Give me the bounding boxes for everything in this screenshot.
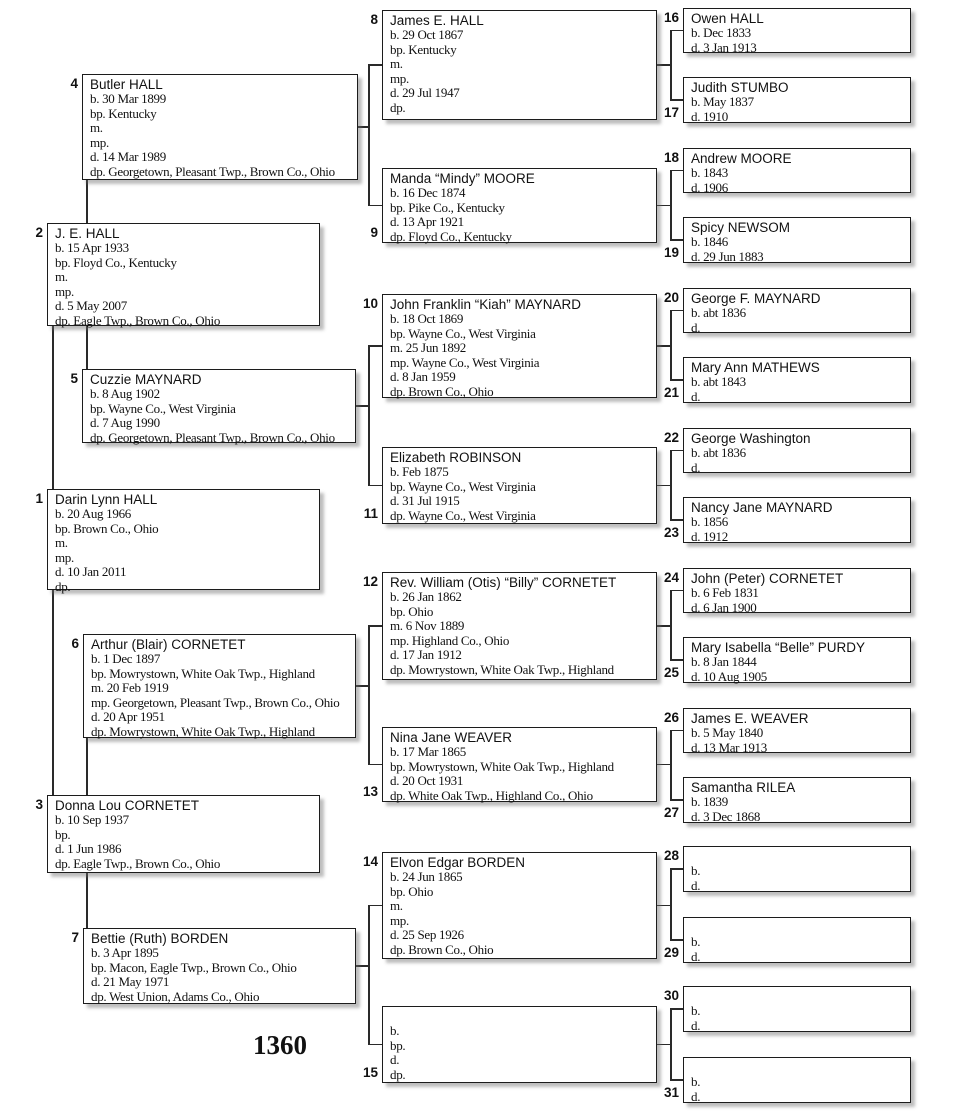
chart-number: 1360 bbox=[253, 1030, 307, 1060]
person-detail: mp. bbox=[55, 283, 74, 299]
person-name bbox=[691, 1060, 907, 1075]
connector-line bbox=[86, 738, 88, 795]
connector-line bbox=[670, 30, 683, 32]
connector-line bbox=[670, 1008, 683, 1010]
person-detail: d. 31 Jul 1915 bbox=[390, 493, 460, 508]
person-number: 26 bbox=[663, 710, 679, 725]
person-detail: dp. Brown Co., Ohio bbox=[390, 941, 494, 957]
connector-line bbox=[657, 64, 670, 66]
person-detail: d. 10 Aug 1905 bbox=[691, 668, 767, 684]
person-detail: dp. Mowrystown, White Oak Twp., Highland bbox=[91, 723, 315, 739]
person-number: 31 bbox=[663, 1085, 679, 1100]
person-detail: b. 8 Aug 1902 bbox=[90, 386, 160, 401]
person-box-8 bbox=[370, 10, 657, 120]
person-name: Nina Jane WEAVER bbox=[390, 730, 513, 745]
person-name bbox=[390, 1009, 653, 1024]
person-number: 18 bbox=[663, 150, 679, 165]
person-number: 22 bbox=[663, 430, 679, 445]
person-detail: b. abt 1836 bbox=[691, 305, 746, 320]
person-detail: d. 6 Jan 1900 bbox=[691, 599, 757, 615]
person-box-4 bbox=[70, 74, 358, 180]
person-detail: dp. Floyd Co., Kentucky bbox=[390, 228, 512, 244]
person-name: Judith STUMBO bbox=[691, 80, 789, 95]
person-detail: b. 16 Dec 1874 bbox=[390, 185, 466, 200]
connector-line bbox=[657, 485, 670, 487]
person-detail: b. 1 Dec 1897 bbox=[91, 651, 161, 666]
person-number: 14 bbox=[362, 854, 378, 869]
connector-line bbox=[356, 965, 368, 967]
connector-line bbox=[368, 205, 382, 207]
person-number: 13 bbox=[362, 784, 378, 799]
person-box-19 bbox=[663, 217, 911, 264]
person-detail: bp. Ohio bbox=[390, 603, 434, 619]
person-detail: b. bbox=[390, 1023, 400, 1038]
person-name bbox=[691, 989, 907, 1004]
person-detail: bp. bbox=[390, 1037, 406, 1053]
person-box-15 bbox=[362, 1006, 657, 1083]
person-name: Rev. William (Otis) “Billy” CORNETET bbox=[390, 575, 617, 590]
person-detail: m. 6 Nov 1889 bbox=[390, 618, 465, 633]
person-box-27 bbox=[663, 777, 911, 824]
connector-line bbox=[670, 519, 683, 521]
person-number: 6 bbox=[71, 636, 79, 651]
connector-line bbox=[670, 730, 672, 800]
person-name: George F. MAYNARD bbox=[691, 291, 821, 306]
person-detail: d. 13 Apr 1921 bbox=[390, 214, 464, 229]
person-detail: d. 29 Jul 1947 bbox=[390, 85, 460, 100]
person-detail: bp. Wayne Co., West Virginia bbox=[90, 400, 236, 416]
person-detail: mp. bbox=[90, 134, 109, 150]
person-number: 27 bbox=[663, 805, 679, 820]
person-detail: d. 17 Jan 1912 bbox=[390, 647, 462, 662]
person-box-17 bbox=[663, 77, 911, 124]
person-detail: b. bbox=[691, 863, 701, 878]
person-detail: dp. White Oak Twp., Highland Co., Ohio bbox=[390, 787, 593, 803]
connector-line bbox=[368, 485, 382, 487]
person-detail: b. 26 Jan 1862 bbox=[390, 589, 462, 604]
person-detail: bp. Pike Co., Kentucky bbox=[390, 199, 505, 215]
connector-line bbox=[358, 126, 368, 128]
connector-line bbox=[670, 730, 683, 732]
connector-line bbox=[670, 659, 683, 661]
person-number: 4 bbox=[70, 76, 78, 91]
person-name: Nancy Jane MAYNARD bbox=[691, 500, 833, 515]
person-number: 29 bbox=[663, 945, 679, 960]
connector-line bbox=[670, 99, 683, 101]
person-detail: mp. bbox=[390, 70, 409, 86]
person-detail: bp. bbox=[55, 826, 71, 842]
person-detail: d. 29 Jun 1883 bbox=[691, 248, 764, 264]
person-name: Butler HALL bbox=[90, 77, 163, 92]
person-number: 15 bbox=[362, 1065, 378, 1080]
connector-line bbox=[670, 939, 683, 941]
person-detail: b. abt 1836 bbox=[691, 445, 746, 460]
person-detail: b. 24 Jun 1865 bbox=[390, 869, 463, 884]
person-box-2 bbox=[35, 223, 320, 328]
person-detail: bp. Mowrystown, White Oak Twp., Highland bbox=[91, 665, 315, 681]
person-detail: b. 1846 bbox=[691, 234, 728, 249]
person-detail: d. bbox=[691, 388, 701, 404]
person-detail: m. bbox=[390, 898, 403, 913]
person-detail: bp. Mowrystown, White Oak Twp., Highland bbox=[390, 758, 614, 774]
connector-line bbox=[356, 405, 368, 407]
connector-line bbox=[670, 868, 672, 939]
connector-line bbox=[670, 310, 683, 312]
person-number: 21 bbox=[663, 385, 679, 400]
person-box-31 bbox=[663, 1057, 911, 1104]
person-detail: d. bbox=[691, 877, 701, 893]
person-number: 8 bbox=[370, 12, 378, 27]
person-detail: b. abt 1843 bbox=[691, 374, 746, 389]
person-detail: d. 3 Dec 1868 bbox=[691, 808, 761, 824]
person-detail: d. 14 Mar 1989 bbox=[90, 149, 166, 164]
person-detail: b. 17 Mar 1865 bbox=[390, 744, 466, 759]
person-box-20 bbox=[663, 288, 911, 335]
person-name: Mary Isabella “Belle” PURDY bbox=[691, 640, 866, 655]
person-detail: b. bbox=[691, 934, 701, 949]
person-detail: bp. Kentucky bbox=[390, 41, 457, 57]
connector-line bbox=[368, 905, 370, 1044]
connector-line bbox=[670, 450, 683, 452]
person-number: 20 bbox=[663, 290, 679, 305]
person-detail: d. 25 Sep 1926 bbox=[390, 927, 464, 942]
person-box-7 bbox=[71, 928, 356, 1004]
person-name: Owen HALL bbox=[691, 11, 764, 26]
person-detail: d. 8 Jan 1959 bbox=[390, 369, 456, 384]
person-detail: dp. Brown Co., Ohio bbox=[390, 383, 494, 399]
person-detail: b. bbox=[691, 1003, 701, 1018]
person-detail: d. 3 Jan 1913 bbox=[691, 39, 757, 55]
connector-line bbox=[670, 1008, 672, 1079]
person-detail: b. Dec 1833 bbox=[691, 25, 751, 40]
connector-line bbox=[670, 239, 683, 241]
person-detail: b. Feb 1875 bbox=[390, 464, 449, 479]
connector-line bbox=[670, 170, 672, 240]
connector-line bbox=[657, 764, 670, 766]
person-name: Elizabeth ROBINSON bbox=[390, 450, 522, 465]
connector-line bbox=[368, 764, 382, 766]
connector-line bbox=[670, 590, 683, 592]
person-name: George Washington bbox=[691, 431, 811, 446]
person-box-16 bbox=[663, 8, 911, 55]
person-detail: d. 5 May 2007 bbox=[55, 298, 127, 313]
person-number: 17 bbox=[663, 105, 679, 120]
person-number: 19 bbox=[663, 245, 679, 260]
person-box-23 bbox=[663, 497, 911, 544]
connector-line bbox=[368, 64, 370, 205]
person-box-5 bbox=[70, 369, 356, 445]
connector-line bbox=[657, 905, 670, 907]
person-detail: d. 1910 bbox=[691, 108, 728, 124]
person-number: 1 bbox=[35, 491, 43, 506]
person-number: 24 bbox=[663, 570, 679, 585]
person-box-30 bbox=[663, 986, 911, 1033]
connector-line bbox=[670, 450, 672, 520]
person-detail: bp. Wayne Co., West Virginia bbox=[390, 478, 536, 494]
person-detail: m. 25 Jun 1892 bbox=[390, 340, 466, 355]
person-detail: d. bbox=[691, 948, 701, 964]
person-detail: dp. Georgetown, Pleasant Twp., Brown Co., Ohio bbox=[90, 429, 335, 445]
person-detail: mp. Georgetown, Pleasant Twp., Brown Co., Ohio bbox=[91, 694, 340, 710]
person-detail: bp. Kentucky bbox=[90, 105, 157, 121]
person-number: 10 bbox=[362, 296, 378, 311]
connector-line bbox=[657, 205, 670, 207]
person-detail: bp. Floyd Co., Kentucky bbox=[55, 254, 177, 270]
person-name: Andrew MOORE bbox=[691, 151, 792, 166]
person-detail: b. 29 Oct 1867 bbox=[390, 27, 464, 42]
person-box-21 bbox=[663, 357, 911, 404]
person-detail: b. 18 Oct 1869 bbox=[390, 311, 464, 326]
person-detail: mp. bbox=[390, 912, 409, 928]
person-detail: bp. Brown Co., Ohio bbox=[55, 520, 159, 536]
person-name: Spicy NEWSOM bbox=[691, 220, 791, 235]
person-name bbox=[691, 920, 907, 935]
person-detail: dp. Eagle Twp., Brown Co., Ohio bbox=[55, 312, 221, 328]
person-name: John Franklin “Kiah” MAYNARD bbox=[390, 297, 582, 312]
person-number: 7 bbox=[71, 930, 79, 945]
person-detail: bp. Ohio bbox=[390, 883, 434, 899]
person-detail: mp. Highland Co., Ohio bbox=[390, 632, 510, 648]
person-box-14 bbox=[362, 852, 657, 959]
person-box-29 bbox=[663, 917, 911, 964]
person-number: 11 bbox=[363, 506, 378, 521]
person-number: 28 bbox=[663, 848, 679, 863]
person-box-24 bbox=[663, 568, 911, 615]
person-name: J. E. HALL bbox=[55, 226, 120, 241]
person-detail: b. 3 Apr 1895 bbox=[91, 945, 159, 960]
connector-line bbox=[657, 1044, 670, 1046]
person-detail: b. bbox=[691, 1074, 701, 1089]
person-detail: d. 7 Aug 1990 bbox=[90, 415, 160, 430]
person-detail: b. 6 Feb 1831 bbox=[691, 585, 759, 600]
person-box-12 bbox=[362, 572, 657, 680]
person-number: 3 bbox=[35, 797, 43, 812]
connector-line bbox=[670, 310, 672, 380]
person-name: Samantha RILEA bbox=[691, 780, 796, 795]
person-detail: dp. West Union, Adams Co., Ohio bbox=[91, 988, 260, 1004]
connector-line bbox=[86, 873, 88, 928]
person-detail: m. 20 Feb 1919 bbox=[91, 680, 169, 695]
person-detail: b. 8 Jan 1844 bbox=[691, 654, 757, 669]
person-number: 30 bbox=[663, 988, 679, 1003]
person-name: John (Peter) CORNETET bbox=[691, 571, 844, 586]
person-number: 9 bbox=[370, 225, 378, 240]
person-name: Donna Lou CORNETET bbox=[55, 798, 200, 813]
connector-line bbox=[670, 170, 683, 172]
person-detail: b. 20 Aug 1966 bbox=[55, 506, 131, 521]
person-name: Mary Ann MATHEWS bbox=[691, 360, 820, 375]
person-name: James E. WEAVER bbox=[691, 711, 809, 726]
connector-line bbox=[670, 30, 672, 100]
person-number: 25 bbox=[663, 665, 679, 680]
person-detail: bp. Macon, Eagle Twp., Brown Co., Ohio bbox=[91, 959, 297, 975]
person-detail: b. 1856 bbox=[691, 514, 728, 529]
person-name: Bettie (Ruth) BORDEN bbox=[91, 931, 229, 946]
person-detail: d. 20 Oct 1931 bbox=[390, 773, 464, 788]
person-detail: d. bbox=[390, 1052, 400, 1067]
connector-line bbox=[368, 625, 382, 627]
person-name: Arthur (Blair) CORNETET bbox=[91, 637, 246, 652]
person-detail: m. bbox=[55, 535, 68, 550]
person-detail: dp. bbox=[55, 578, 71, 594]
person-detail: d. 10 Jan 2011 bbox=[55, 564, 127, 579]
person-number: 5 bbox=[70, 371, 78, 386]
connector-line bbox=[356, 685, 368, 687]
connector-line bbox=[368, 1044, 382, 1046]
connector-line bbox=[670, 379, 683, 381]
person-detail: mp. bbox=[55, 549, 74, 565]
person-detail: dp. Eagle Twp., Brown Co., Ohio bbox=[55, 855, 221, 871]
person-detail: b. 30 Mar 1899 bbox=[90, 91, 166, 106]
person-detail: d. bbox=[691, 319, 701, 335]
person-detail: b. 5 May 1840 bbox=[691, 725, 763, 740]
person-name: Manda “Mindy” MOORE bbox=[390, 171, 535, 186]
person-name bbox=[691, 849, 907, 864]
person-box-26 bbox=[663, 708, 911, 755]
person-detail: dp. bbox=[390, 1066, 406, 1082]
person-box-22 bbox=[663, 428, 911, 475]
person-detail: m. bbox=[390, 56, 403, 71]
person-detail: d. 1906 bbox=[691, 179, 728, 195]
person-box-25 bbox=[663, 637, 911, 684]
connector-line bbox=[52, 326, 54, 489]
connector-line bbox=[368, 345, 370, 485]
person-detail: m. bbox=[90, 120, 103, 135]
person-number: 2 bbox=[35, 225, 43, 240]
person-box-11 bbox=[363, 447, 657, 524]
person-box-28 bbox=[663, 846, 911, 893]
person-detail: m. bbox=[55, 269, 68, 284]
person-detail: dp. bbox=[390, 99, 406, 115]
connector-line bbox=[368, 64, 382, 66]
connector-line bbox=[368, 345, 382, 347]
person-number: 12 bbox=[362, 574, 378, 589]
person-box-10 bbox=[362, 294, 657, 399]
person-name: James E. HALL bbox=[390, 13, 484, 28]
person-box-13 bbox=[362, 727, 657, 803]
person-detail: d. bbox=[691, 1017, 701, 1033]
person-detail: d. 21 May 1971 bbox=[91, 974, 170, 989]
person-detail: b. 10 Sep 1937 bbox=[55, 812, 129, 827]
person-box-6 bbox=[71, 634, 356, 739]
person-box-9 bbox=[370, 168, 657, 244]
connector-line bbox=[86, 326, 88, 369]
person-detail: d. bbox=[691, 1088, 701, 1104]
person-box-3 bbox=[35, 795, 320, 873]
person-name: Elvon Edgar BORDEN bbox=[390, 855, 526, 870]
connector-line bbox=[52, 590, 54, 795]
person-number: 23 bbox=[663, 525, 679, 540]
person-detail: b. May 1837 bbox=[691, 94, 754, 109]
person-detail: d. 20 Apr 1951 bbox=[91, 709, 165, 724]
person-detail: d. 13 Mar 1913 bbox=[691, 739, 767, 755]
person-name: Cuzzie MAYNARD bbox=[90, 372, 202, 387]
connector-line bbox=[368, 625, 370, 764]
person-detail: dp. Mowrystown, White Oak Twp., Highland bbox=[390, 661, 614, 677]
connector-line bbox=[670, 1079, 683, 1081]
connector-line bbox=[368, 905, 382, 907]
connector-line bbox=[657, 345, 670, 347]
person-detail: bp. Wayne Co., West Virginia bbox=[390, 325, 536, 341]
person-name: Darin Lynn HALL bbox=[55, 492, 158, 507]
person-detail: d. bbox=[691, 459, 701, 475]
person-detail: d. 1912 bbox=[691, 528, 728, 544]
connector-line bbox=[657, 625, 670, 627]
person-detail: dp. Wayne Co., West Virginia bbox=[390, 507, 536, 523]
person-number: 16 bbox=[663, 10, 679, 25]
connector-line bbox=[670, 590, 672, 660]
person-detail: d. 1 Jun 1986 bbox=[55, 841, 122, 856]
person-detail: mp. Wayne Co., West Virginia bbox=[390, 354, 540, 370]
connector-line bbox=[670, 799, 683, 801]
person-detail: dp. Georgetown, Pleasant Twp., Brown Co., Ohio bbox=[90, 163, 335, 179]
person-detail: b. 1843 bbox=[691, 165, 728, 180]
connector-line bbox=[670, 868, 683, 870]
person-box-1 bbox=[35, 489, 320, 594]
person-detail: b. 15 Apr 1933 bbox=[55, 240, 129, 255]
connector-line bbox=[86, 180, 88, 223]
person-detail: b. 1839 bbox=[691, 794, 728, 809]
person-box-18 bbox=[663, 148, 911, 195]
